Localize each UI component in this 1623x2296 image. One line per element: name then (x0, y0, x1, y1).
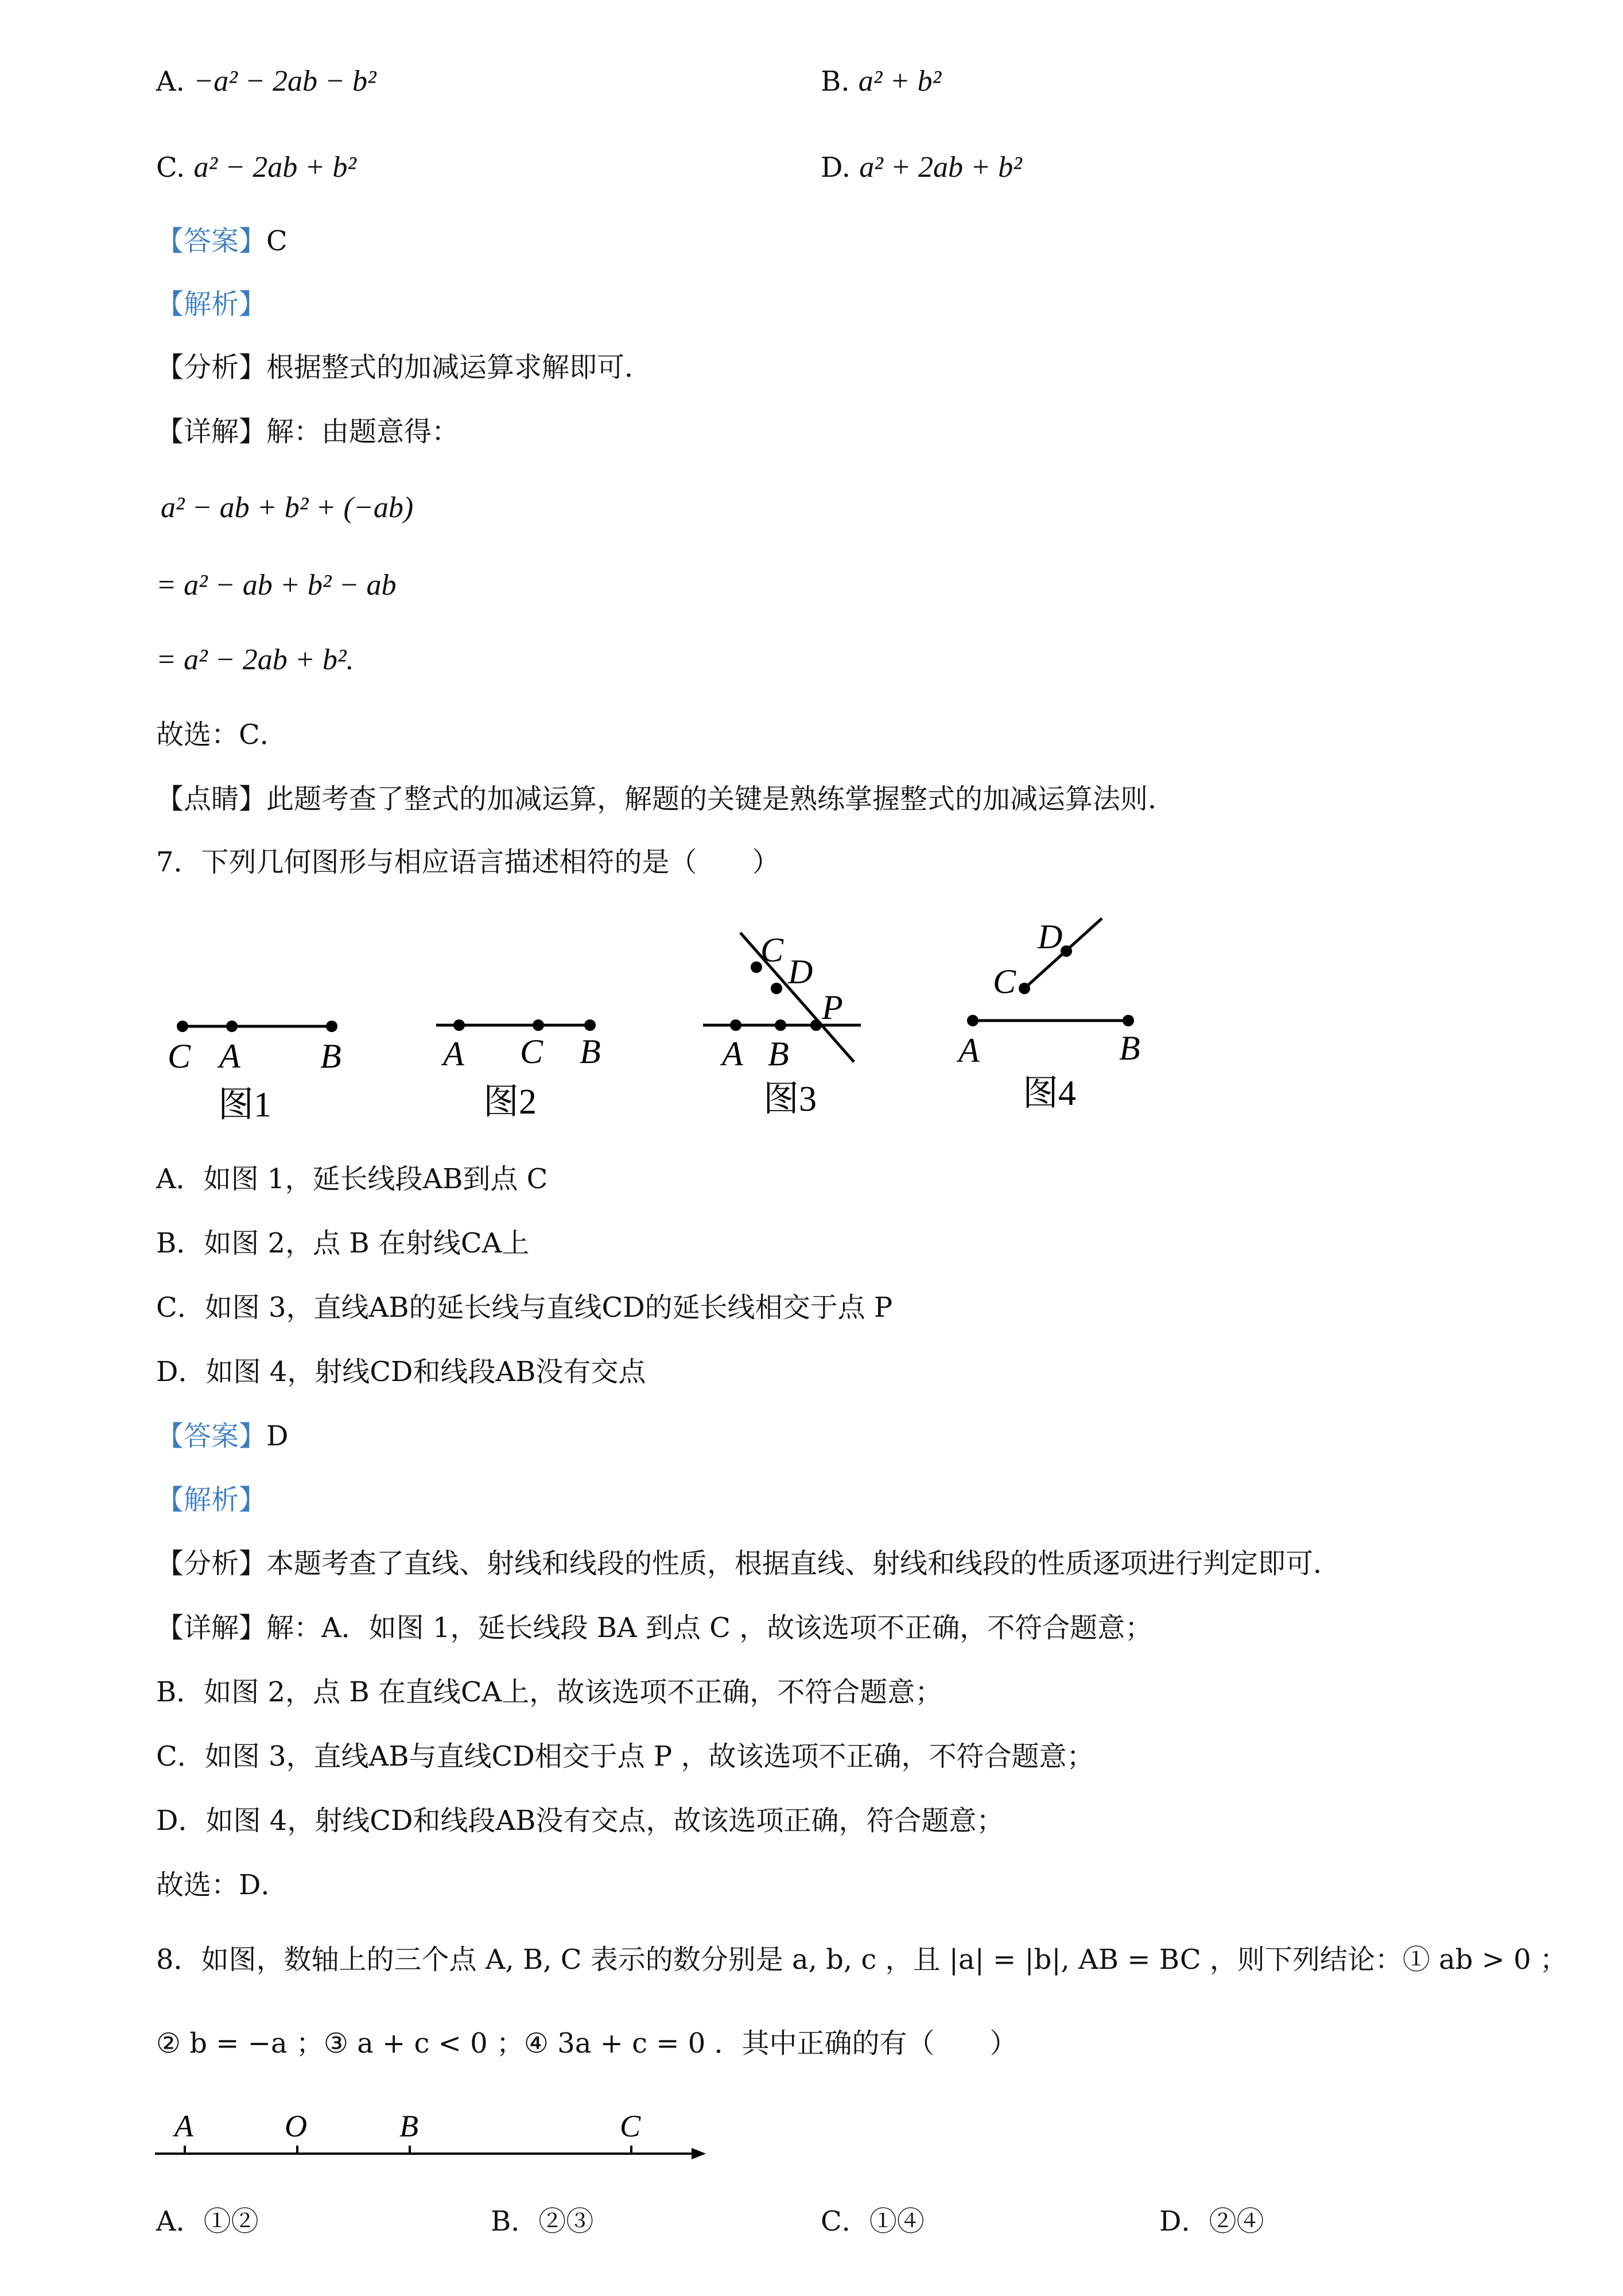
label-b: B (399, 2109, 418, 2143)
q6-step-1: a² − ab + b² + (−ab) (161, 491, 414, 524)
q7-detail-b: B．如图 2，点 B 在直线CA上，故该选项不正确，不符合题意； (156, 1676, 943, 1708)
fig3-point-p (810, 1019, 822, 1031)
fig3-label-c: C (760, 931, 784, 969)
q8-option-d: D．②④ (1159, 2205, 1264, 2237)
fig2-point-b (584, 1019, 596, 1031)
fig4-point-c (1019, 983, 1030, 994)
fig3-caption: 图3 (763, 1080, 817, 1119)
q7-option-d: D．如图 4，射线CD和线段AB没有交点 (156, 1356, 646, 1388)
q6-detail: 【详解】解：由题意得： (156, 416, 460, 448)
q7-detail-a: 【详解】解：A．如图 1，延长线段 BA 到点 C ，故该选项不正确，不符合题意； (156, 1612, 1153, 1644)
q7-option-a: A．如图 1，延长线段AB到点 C (156, 1163, 548, 1195)
q6-answer: 【答案】C (156, 225, 288, 257)
fig4-label-a: A (958, 1031, 980, 1069)
fig2-point-a (453, 1019, 465, 1031)
q6-option-d: D. a² + 2ab + b² (821, 151, 1022, 184)
fig1-label-a: A (219, 1037, 240, 1075)
q7-stem: 7．下列几何图形与相应语言描述相符的是（ ） (156, 846, 780, 878)
fig2-label-b: B (580, 1033, 601, 1071)
q7-analysis: 【分析】本题考查了直线、射线和线段的性质，根据直线、射线和线段的性质逐项进行判定即可． (156, 1548, 1341, 1580)
q6-remark: 【点睛】此题考查了整式的加减运算，解题的关键是熟练掌握整式的加减运算法则． (156, 783, 1176, 815)
q7-conclusion: 故选：D． (156, 1869, 289, 1901)
fig3-label-a: A (722, 1035, 743, 1073)
q8-option-c: C．①④ (821, 2205, 925, 2237)
q8-option-b: B．②③ (491, 2205, 594, 2237)
label-c: C (620, 2109, 641, 2143)
q6-analysis-tag: 【解析】 (156, 288, 267, 320)
q8-number-line (0, 2089, 1623, 2170)
q6-step-2: = a² − ab + b² − ab (156, 569, 397, 602)
fig1-caption: 图1 (218, 1085, 272, 1124)
fig2-label-a: A (443, 1035, 464, 1073)
q7-option-c: C．如图 3，直线AB的延长线与直线CD的延长线相交于点 P (156, 1292, 893, 1324)
q6-option-b: B. a² + b² (821, 65, 942, 98)
fig3-label-p: P (822, 988, 843, 1026)
fig1-label-c: C (168, 1037, 191, 1075)
fig3-label-b: B (768, 1035, 789, 1073)
q7-detail-d: D．如图 4，射线CD和线段AB没有交点，故该选项正确，符合题意； (156, 1805, 1004, 1837)
label-o: O (285, 2109, 307, 2143)
fig3-label-d: D (788, 953, 813, 991)
q8-option-a: A．①② (156, 2205, 259, 2237)
fig3-point-a (730, 1019, 741, 1031)
q6-option-c: C. a² − 2ab + b² (156, 151, 356, 184)
fig4-label-b: B (1119, 1029, 1140, 1067)
fig3-point-b (775, 1019, 786, 1031)
fig2-label-c: C (520, 1033, 543, 1071)
fig4-point-b (1123, 1015, 1134, 1026)
q7-figures (0, 895, 1623, 1137)
q6-conclusion: 故选：C． (156, 719, 288, 751)
q6-option-a: A. −a² − 2ab − b² (156, 65, 376, 98)
fig4-label-d: D (1038, 918, 1063, 956)
q7-detail-c: C．如图 3，直线AB与直线CD相交于点 P ，故该选项不正确，不符合题意； (156, 1740, 1094, 1773)
q8-stem-line2: ② b = −a ；③ a + c < 0 ；④ 3a + c = 0 ．其中正确的有（ ） (156, 2027, 1018, 2060)
q6-analysis: 【分析】根据整式的加减运算求解即可． (156, 351, 653, 383)
fig4-caption: 图4 (1023, 1074, 1077, 1113)
fig1-label-b: B (320, 1037, 341, 1075)
number-line-arrow (692, 2148, 706, 2159)
fig4-point-a (967, 1015, 979, 1026)
fig2-point-c (533, 1019, 544, 1031)
q8-stem-line1: 8．如图，数轴上的三个点 A, B, C 表示的数分别是 a, b, c ，且 |a| = |b|, AB = BC ，则下列结论：① ab > 0 ； (156, 1944, 1568, 1976)
fig1-point-b (326, 1021, 337, 1032)
fig1-point-c (177, 1021, 188, 1032)
fig1-point-a (226, 1021, 238, 1032)
q7-answer: 【答案】D (156, 1420, 289, 1452)
label-a: A (174, 2109, 193, 2143)
fig3-point-d (771, 983, 782, 994)
q7-analysis-tag: 【解析】 (156, 1484, 267, 1516)
q7-option-b: B．如图 2，点 B 在射线CA上 (156, 1227, 530, 1259)
q6-step-3: = a² − 2ab + b². (156, 643, 354, 676)
fig2-caption: 图2 (483, 1083, 537, 1122)
fig4-label-c: C (993, 963, 1016, 1000)
